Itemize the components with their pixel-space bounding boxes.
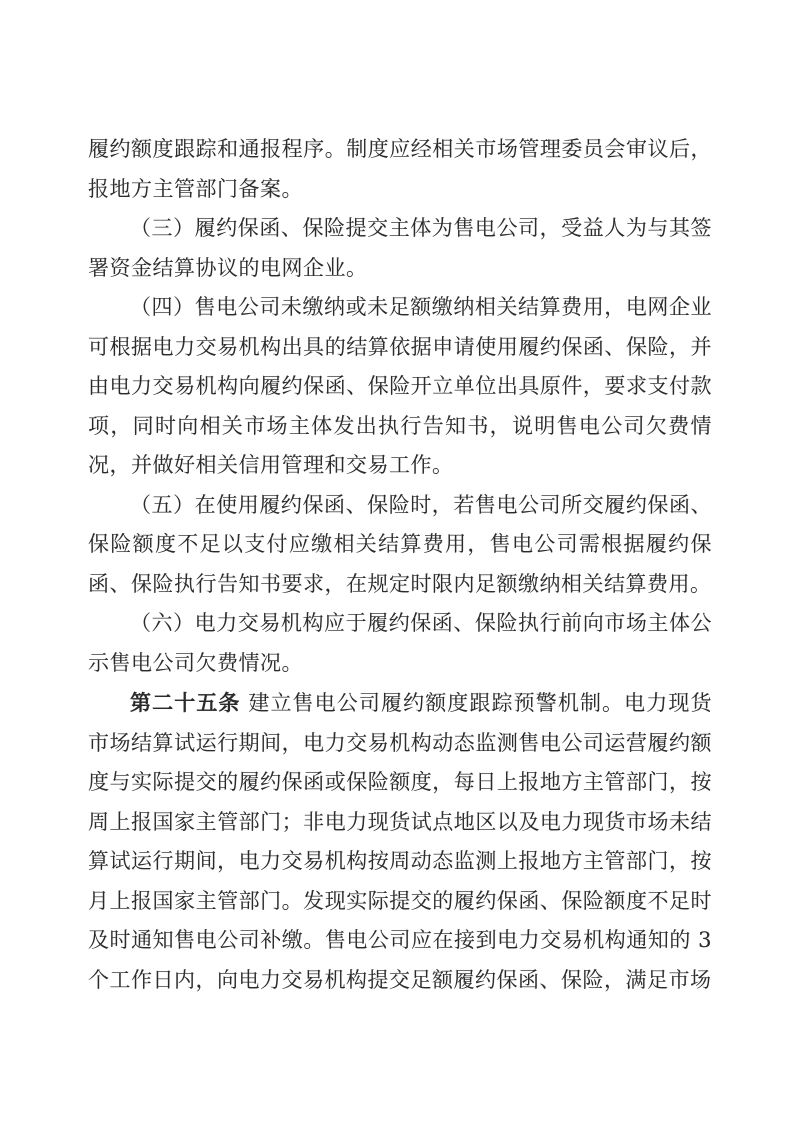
article-number: 第二十五条 [130,690,241,715]
paragraph: 履约额度跟踪和通报程序。制度应经相关市场管理委员会审议后，报地方主管部门备案。 [88,137,712,201]
paragraph: （四）售电公司未缴纳或未足额缴纳相关结算费用，电网企业可根据电力交易机构出具的结算依据申请使用履约保函、保险，并由电力交易机构向履约保函、保险开立单位出具原件，要求支付款项，同时向相关市场主体发出执行告知书，说明售电公司欠费情况，并做好相关信用管理和交易工作。 [88,295,712,477]
paragraph [88,683,712,1000]
paragraph: （六）电力交易机构应于履约保函、保险执行前向市场主体公示售电公司欠费情况。 [88,611,712,675]
paragraph: （五）在使用履约保函、保险时，若售电公司所交履约保函、保险额度不足以支付应缴相关结算费用，售电公司需根据履约保函、保险执行告知书要求，在规定时限内足额缴纳相关结算费用。 [88,492,712,596]
paragraph-text: 建立售电公司履约额度跟踪预警机制。电力现货市场结算试运行期间，电力交易机构动态监测售电公司运营履约额度与实际提交的履约保函或保险额度，每日上报地方主管部门，按周上报国家主管部门；非电力现货试点地区以及电力现货市场未结算试运行期间，电力交易机构按周动态监测上报地方主管部门，按月上报国家主管部门。发现实际提交的履约保函、保险额度不足时及时通知售电公司补缴。售电公司应在接到电力交易机构通知的 3 个工作日内，向电力交易机构提交足额履约保函、保险，满足市场 [88,691,712,992]
paragraph: （三）履约保函、保险提交主体为售电公司，受益人为与其签署资金结算协议的电网企业。 [88,216,712,280]
document-body [88,130,712,1000]
